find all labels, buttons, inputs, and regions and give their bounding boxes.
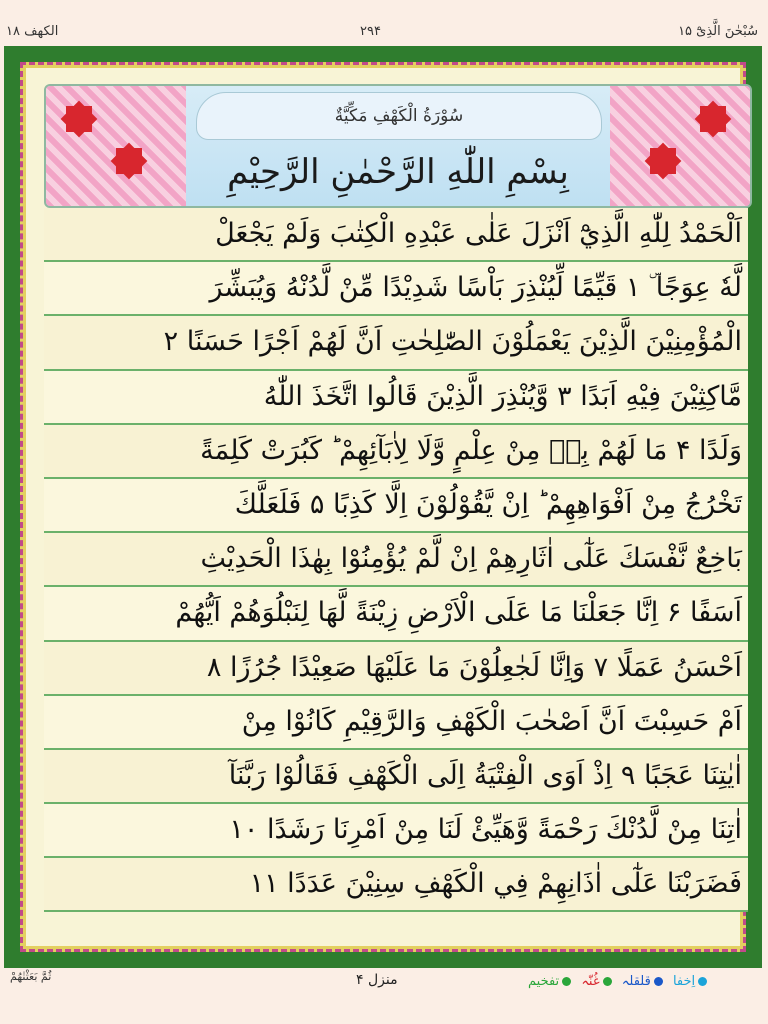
verse-line: اَمْ حَسِبْتَ اَنَّ اَصْحٰبَ الْكَهْفِ وَالرَّقِيْمِ كَانُوْا مِنْ: [44, 696, 748, 750]
verse-line: تَخْرُجُ مِنْ اَفْوَاهِهِمْ ؕ اِنْ يَّقُوْلُوْنَ اِلَّا كَذِبًا ۵ فَلَعَلَّكَ: [44, 479, 748, 533]
page-header: [0, 0, 768, 46]
verse-line: مَّاكِثِيْنَ فِيْهِ اَبَدًا ۳ وَّيُنْذِرَ الَّذِيْنَ قَالُوا اتَّخَذَ اللّٰهُ: [44, 371, 748, 425]
surah-header: [44, 84, 752, 208]
color-dot-icon: [698, 977, 707, 986]
verse-line: بَاخِعٌ نَّفْسَكَ عَلٰٓى اٰثَارِهِمْ اِنْ لَّمْ يُؤْمِنُوْا بِهٰذَا الْحَدِيْثِ: [44, 533, 748, 587]
color-dot-icon: [562, 977, 571, 986]
color-dot-icon: [654, 977, 663, 986]
verse-line: فَضَرَبْنَا عَلٰٓى اٰذَانِهِمْ فِي الْكَهْفِ سِنِيْنَ عَدَدًا ۱۱: [44, 858, 748, 912]
verse-line: الْمُؤْمِنِيْنَ الَّذِيْنَ يَعْمَلُوْنَ الصّٰلِحٰتِ اَنَّ لَهُمْ اَجْرًا حَسَنًا ۲: [44, 316, 748, 370]
star-icon: [61, 101, 98, 138]
verse-line: اَسَفًا ۶ اِنَّا جَعَلْنَا مَا عَلَى الْاَرْضِ زِيْنَةً لَّهَا لِنَبْلُوَهُمْ اَيُّهُمْ: [44, 587, 748, 641]
surah-label: الکھف ۱۸: [6, 24, 59, 39]
page-footer: [0, 968, 768, 1024]
page-frame: [4, 46, 762, 968]
legend-item: غُنّہ: [581, 974, 611, 989]
star-icon: [645, 143, 682, 180]
ornament-icon: [46, 86, 186, 206]
verse-line: اَحْسَنُ عَمَلًا ۷ وَاِنَّا لَجٰعِلُوْنَ مَا عَلَيْهَا صَعِيْدًا جُرُزًا ۸: [44, 642, 748, 696]
ornament-icon: [610, 86, 750, 206]
verse-line: اٰتِنَا مِنْ لَّدُنْكَ رَحْمَةً وَّهَيِّئْ لَنَا مِنْ اَمْرِنَا رَشَدًا ۱۰: [44, 804, 748, 858]
manzil-label: منزل ۴: [356, 972, 398, 988]
bismillah: بِسْمِ اللّٰهِ الرَّحْمٰنِ الرَّحِيْمِ: [227, 152, 569, 192]
page-content: [20, 62, 746, 952]
surah-info: سُوْرَةُ الْكَهْفِ مَكِّيَّةٌ: [196, 92, 602, 140]
verse-lines: [44, 208, 748, 912]
star-icon: [695, 101, 732, 138]
legend-item: اِخفا: [673, 974, 707, 989]
juz-label: سُبْحٰنَ الَّذِیْٓ ۱۵: [678, 24, 758, 39]
tajweed-legend: [522, 974, 707, 989]
color-dot-icon: [603, 977, 612, 986]
legend-item: تفخیم: [528, 974, 571, 989]
star-icon: [111, 143, 148, 180]
verse-line: وَلَدًا ۴ مَا لَهُمْ بِهٖ مِنْ عِلْمٍ وَّلَا لِاٰبَآئِهِمْ ؕ كَبُرَتْ كَلِمَةً: [44, 425, 748, 479]
page-number: ۲۹۴: [360, 24, 381, 39]
legend-item: قلقلہ: [622, 974, 663, 989]
verse-line: اٰيٰتِنَا عَجَبًا ۹ اِذْ اَوَى الْفِتْيَةُ اِلَى الْكَهْفِ فَقَالُوْا رَبَّنَآ: [44, 750, 748, 804]
verse-line: لَّهٗ عِوَجًا ۜ ۱ قَيِّمًا لِّيُنْذِرَ بَاْسًا شَدِيْدًا مِّنْ لَّدُنْهُ وَيُبَشِّرَ: [44, 262, 748, 316]
verse-line: اَلْحَمْدُ لِلّٰهِ الَّذِيْٓ اَنْزَلَ عَلٰى عَبْدِهِ الْكِتٰبَ وَلَمْ يَجْعَلْ: [44, 208, 748, 262]
catchword: ثُمَّ بَعَثْنٰهُمْ: [10, 970, 52, 983]
